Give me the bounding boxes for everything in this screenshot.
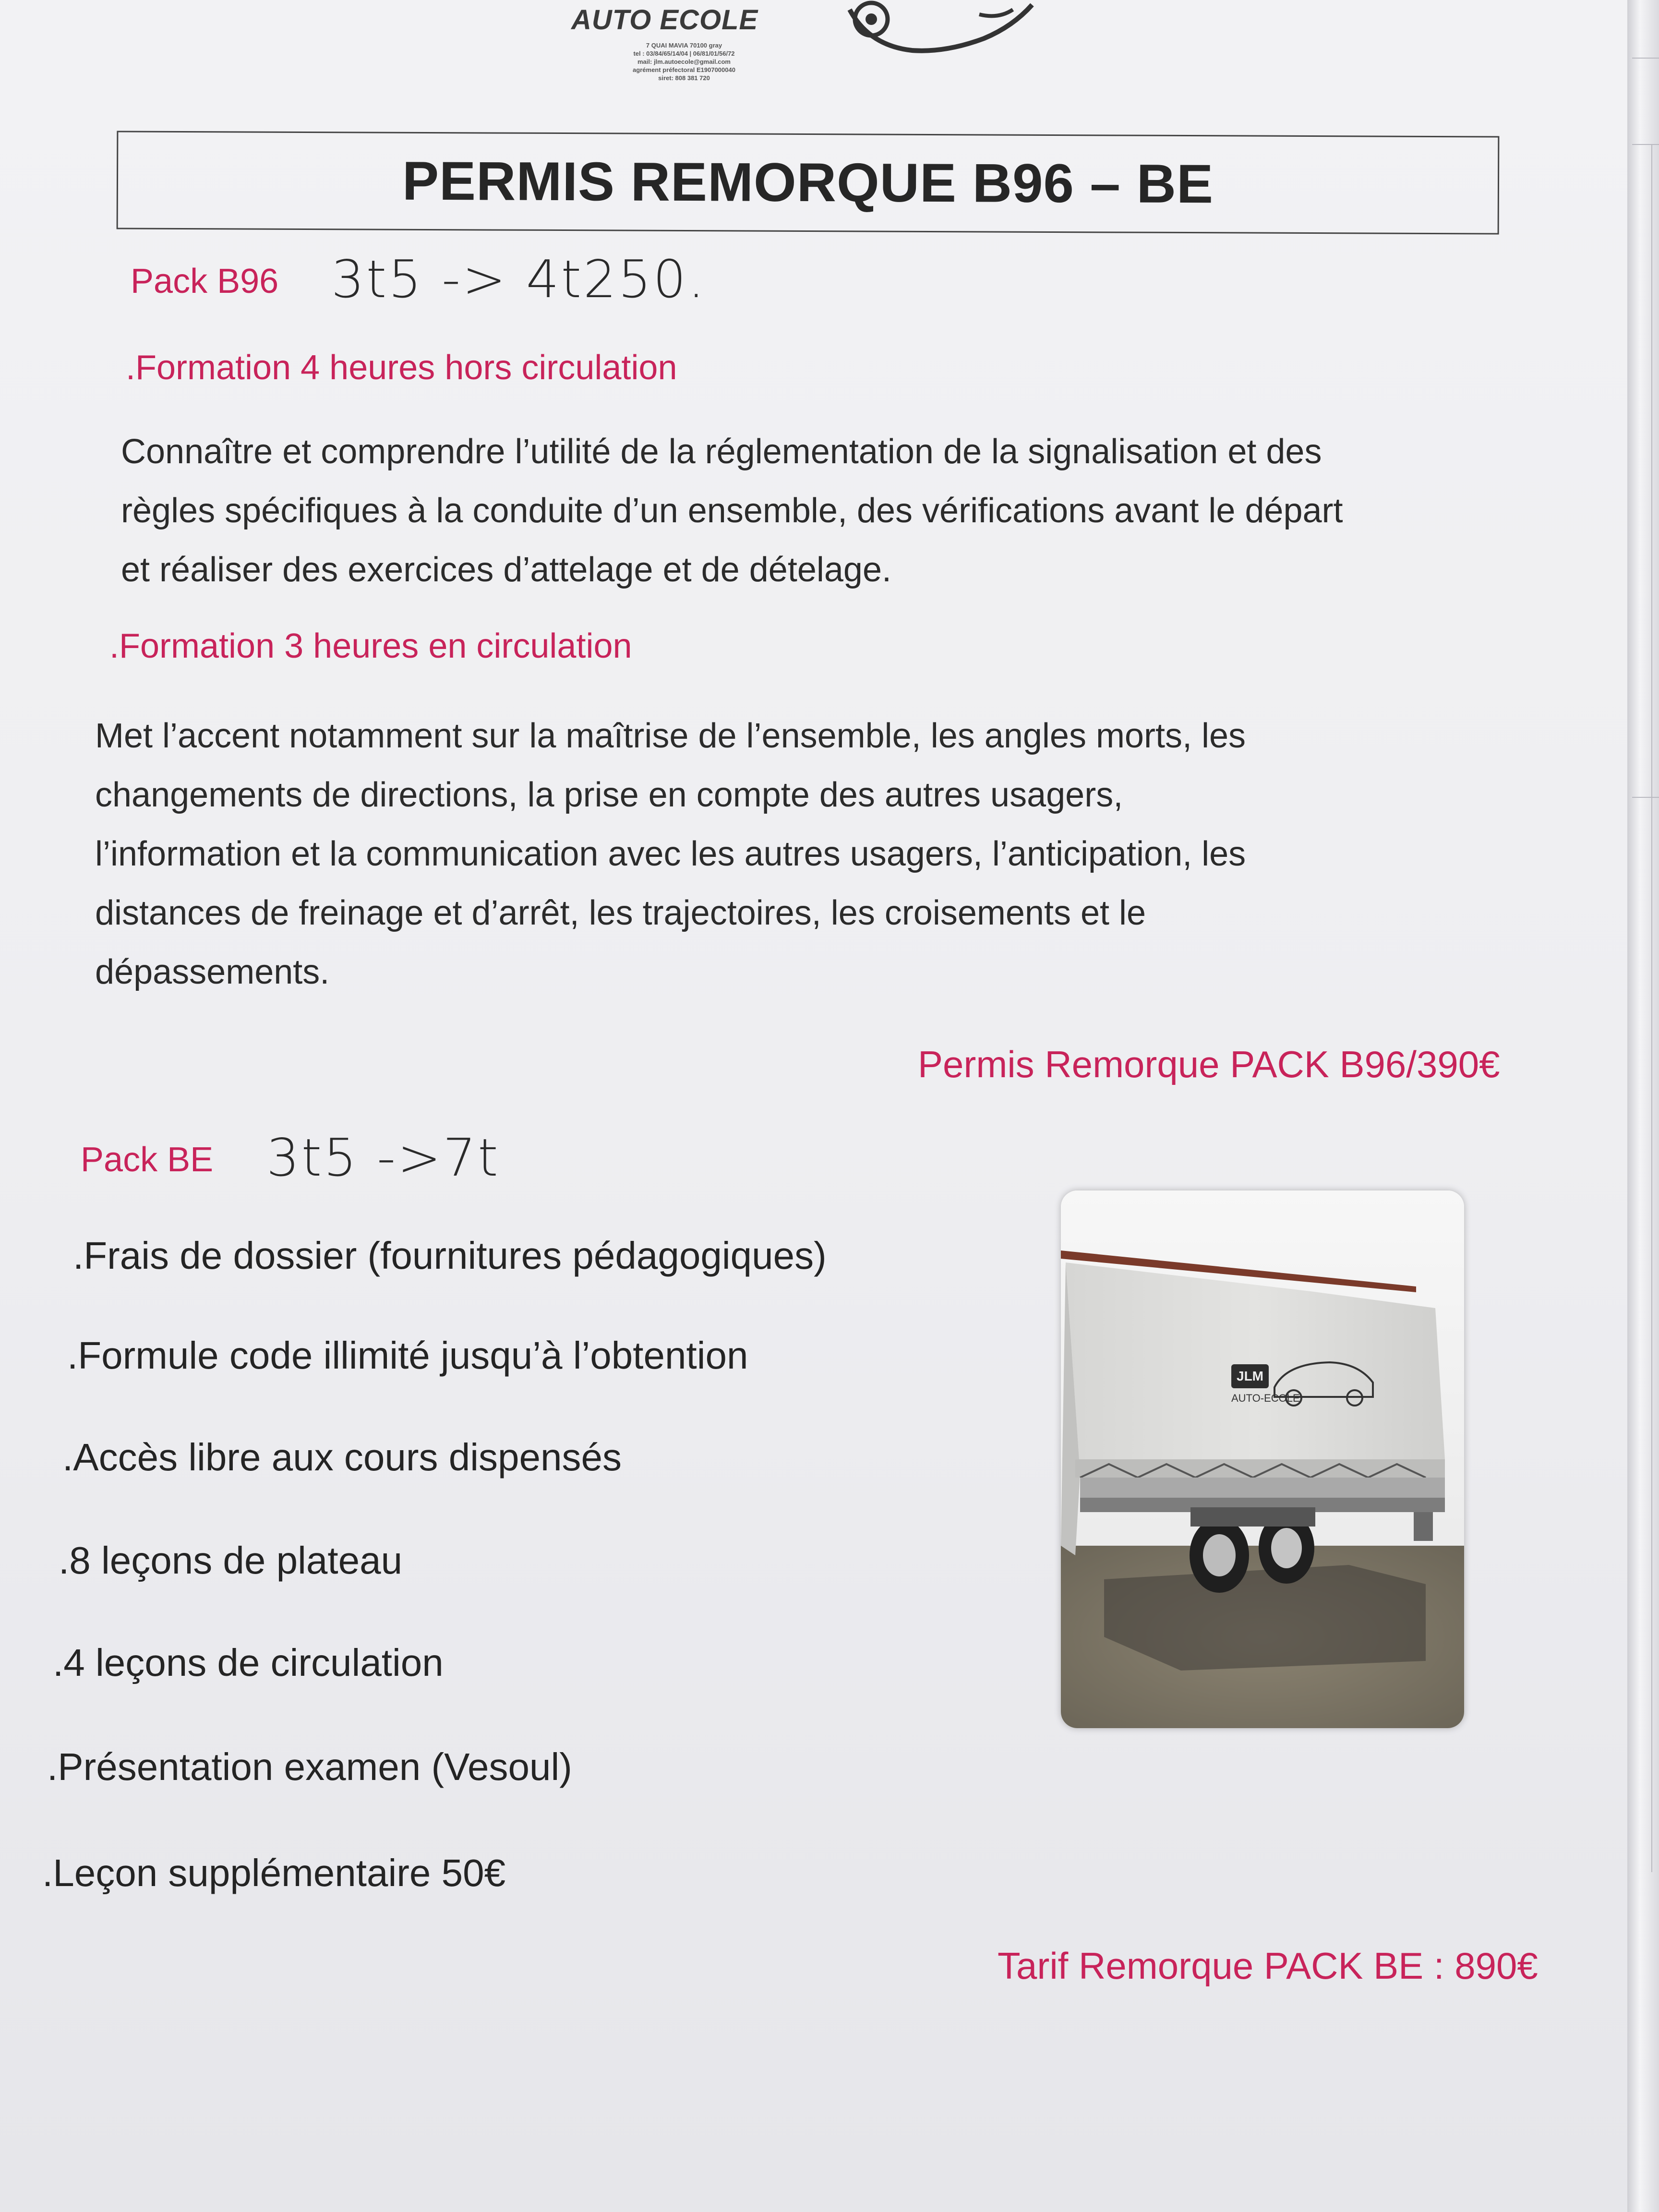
trailer-image — [1061, 1190, 1464, 1728]
pack-b96-price: Permis Remorque PACK B96/390€ — [918, 1043, 1500, 1085]
pack-b96-label: Pack B96 — [131, 262, 279, 301]
contact-block — [605, 41, 763, 82]
notebook-line — [1632, 797, 1659, 798]
photo-brand: JLM — [1237, 1369, 1263, 1383]
pack-item: .4 leçons de circulation — [53, 1641, 444, 1684]
pack-be-price: Tarif Remorque PACK BE : 890€ — [998, 1945, 1538, 1987]
paragraph-line: Connaître et comprendre l’utilité de la réglementation de la signalisation et des — [121, 433, 1322, 471]
pack-item: .Accès libre aux cours dispensés — [62, 1436, 622, 1479]
section-paragraph — [121, 422, 1343, 600]
paragraph-line: et réaliser des exercices d’attelage et de dételage. — [121, 551, 891, 589]
page-title: PERMIS REMORQUE B96 – BE — [402, 150, 1214, 215]
contact-line: 7 QUAI MAVIA 70100 gray — [646, 42, 722, 49]
trailer-photo — [1061, 1190, 1464, 1728]
pack-be-label: Pack BE — [81, 1141, 214, 1179]
paragraph-line: changements de directions, la prise en compte des autres usagers, — [95, 776, 1123, 814]
title-box — [117, 131, 1500, 234]
handwritten-note-b96: 3t5 -> 4t250. — [331, 250, 707, 310]
pack-item: .Formule code illimité jusqu’à l’obtention — [67, 1334, 748, 1377]
school-logo — [566, 0, 1114, 82]
paragraph-line: Met l’accent notamment sur la maîtrise de l’ensemble, les angles morts, les — [95, 717, 1246, 755]
paragraph-line: distances de freinage et d’arrêt, les trajectoires, les croisements et le — [95, 894, 1146, 932]
pack-item: .Frais de dossier (fournitures pédagogiques) — [73, 1234, 827, 1277]
section-paragraph — [95, 707, 1246, 1002]
pack-item: .Présentation examen (Vesoul) — [47, 1745, 572, 1788]
contact-line: agrément préfectoral E1907000040 — [633, 66, 735, 73]
contact-line: mail: jlm.autoecole@gmail.com — [637, 58, 731, 65]
contact-line: siret: 808 381 720 — [658, 74, 710, 82]
paragraph-line: règles spécifiques à la conduite d’un ensemble, des vérifications avant le départ — [121, 492, 1343, 530]
notebook-line — [1632, 58, 1659, 59]
pack-item: .Leçon supplémentaire 50€ — [42, 1851, 506, 1894]
car-logo-icon — [840, 0, 1042, 62]
paragraph-line: dépassements. — [95, 953, 330, 991]
handwritten-note-be: 3t5 ->7t — [266, 1128, 500, 1188]
pack-item: .8 leçons de plateau — [59, 1539, 403, 1582]
contact-line: tel : 03/84/65/14/04 | 06/81/01/56/72 — [633, 50, 735, 57]
school-name: AUTO ECOLE — [571, 4, 758, 36]
paragraph-line: l’information et la communication avec les autres usagers, l’anticipation, les — [95, 835, 1246, 873]
photo-caption: AUTO-ECOLE — [1231, 1392, 1300, 1404]
section-heading: .Formation 4 heures hors circulation — [126, 349, 677, 387]
notebook-margin — [1651, 144, 1652, 1872]
page-edge — [1627, 0, 1659, 2212]
notebook-line — [1632, 144, 1659, 145]
section-heading: .Formation 3 heures en circulation — [109, 627, 632, 665]
